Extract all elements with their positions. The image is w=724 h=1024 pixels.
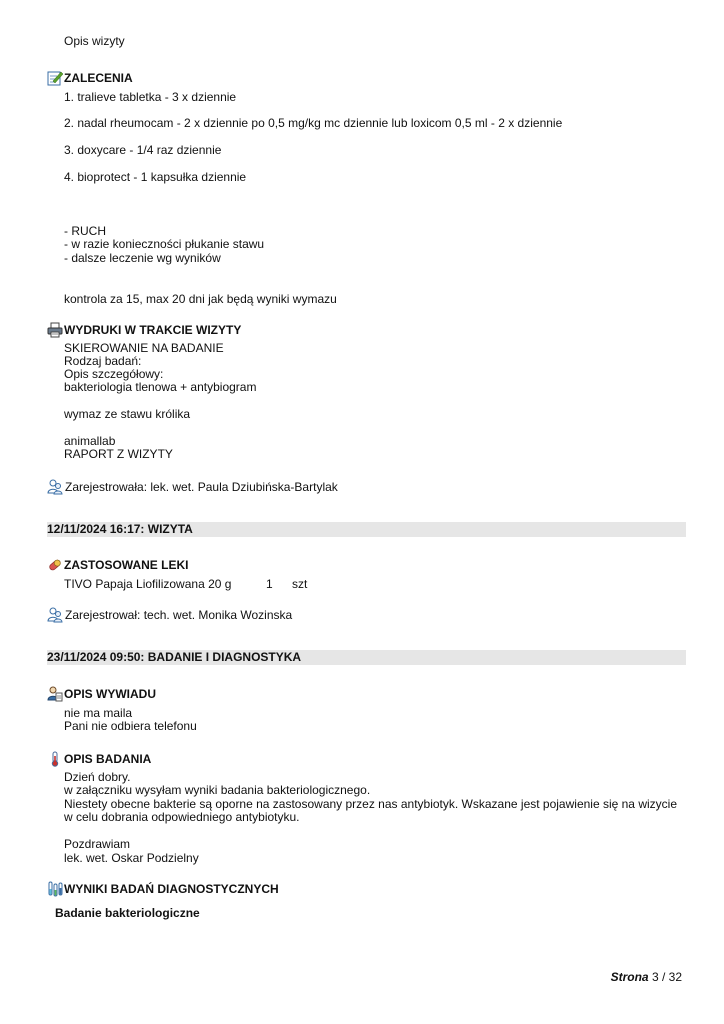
printout-line: Opis szczegółowy: <box>64 367 164 381</box>
interview-line: Pani nie odbiera telefonu <box>64 719 197 733</box>
exam-line: w celu dobrania odpowiedniego antybiotyku. <box>64 810 300 824</box>
registered-by-row <box>47 606 292 624</box>
user-group-icon <box>47 607 63 623</box>
printout-line: SKIEROWANIE NA BADANIE <box>64 341 224 355</box>
page-label: Strona <box>610 970 649 984</box>
printout-line: bakteriologia tlenowa + antybiogram <box>64 380 257 394</box>
wydruki-heading <box>47 321 241 339</box>
wywiad-title: OPIS WYWIADU <box>64 687 156 701</box>
sample-description: wymaz ze stawu królika <box>64 407 191 421</box>
badanie-heading <box>47 750 151 768</box>
page-number: 3 <box>651 970 659 984</box>
drug-quantity: 1 <box>266 577 273 591</box>
recommendation-item: 4. bioprotect - 1 kapsułka dziennie <box>64 170 247 184</box>
registered-by-text: Zarejestrował: tech. wet. Monika Wozinska <box>65 608 293 622</box>
control-note: kontrola za 15, max 20 dni jak będą wyniki wymazu <box>64 292 337 306</box>
zalecenia-heading <box>47 69 133 87</box>
registered-by-row <box>47 478 338 496</box>
recommendation-item: 2. nadal rheumocam - 2 x dziennie po 0,5 mg/kg mc dziennie lub loxicom 0,5 ml - 2 x dziennie <box>64 116 563 130</box>
zalecenia-title: ZALECENIA <box>64 71 133 85</box>
visit-header-band: 23/11/2024 09:50: BADANIE I DIAGNOSTYKA <box>47 650 686 665</box>
printer-icon <box>47 322 63 338</box>
drug-row <box>64 577 307 591</box>
user-group-icon <box>47 479 63 495</box>
drug-unit: szt <box>292 577 308 591</box>
exam-closing: Pozdrawiam <box>64 837 131 851</box>
recommendation-item: 1. tralieve tabletka - 3 x dziennie <box>64 90 237 104</box>
interview-user-icon <box>47 686 63 702</box>
visit-description-label: Opis wizyty <box>64 34 125 48</box>
page-total: / 32 <box>661 970 682 984</box>
wyniki-title: WYNIKI BADAŃ DIAGNOSTYCZNYCH <box>64 882 279 896</box>
drug-name: TIVO Papaja Liofilizowana 20 g <box>64 577 232 591</box>
visit-report-label: RAPORT Z WIZYTY <box>64 447 173 461</box>
wywiad-heading <box>47 685 156 703</box>
badanie-title: OPIS BADANIA <box>64 752 152 766</box>
exam-line: Niestety obecne bakterie są oporne na zastosowany przez nas antybiotyk. Wskazane jest pojawienie się na wizycie <box>64 797 677 811</box>
lab-name: animallab <box>64 434 116 448</box>
recommendation-note: - w razie konieczności płukanie stawu <box>64 237 265 251</box>
results-subtitle: Badanie bakteriologiczne <box>55 906 200 920</box>
page-footer <box>611 970 682 984</box>
registered-by-text: Zarejestrowała: lek. wet. Paula Dziubińska-Bartylak <box>65 480 338 494</box>
visit-header-band: 12/11/2024 16:17: WIZYTA <box>47 522 686 537</box>
exam-line: w załączniku wysyłam wyniki badania bakteriologicznego. <box>64 783 371 797</box>
interview-line: nie ma maila <box>64 706 133 720</box>
pencil-note-icon <box>47 70 63 86</box>
thermometer-icon <box>47 751 63 767</box>
pill-icon <box>47 557 63 573</box>
recommendation-note: - RUCH <box>64 224 106 238</box>
exam-line: Dzień dobry. <box>64 770 131 784</box>
recommendation-note: - dalsze leczenie wg wyników <box>64 251 221 265</box>
printout-line: Rodzaj badań: <box>64 354 142 368</box>
recommendation-item: 3. doxycare - 1/4 raz dziennie <box>64 143 222 157</box>
exam-signature: lek. wet. Oskar Podzielny <box>64 851 199 865</box>
leki-title: ZASTOSOWANE LEKI <box>64 558 189 572</box>
leki-heading <box>47 556 188 574</box>
test-tubes-icon <box>47 881 63 897</box>
wydruki-title: WYDRUKI W TRAKCIE WIZYTY <box>64 323 242 337</box>
wyniki-heading <box>47 880 279 898</box>
